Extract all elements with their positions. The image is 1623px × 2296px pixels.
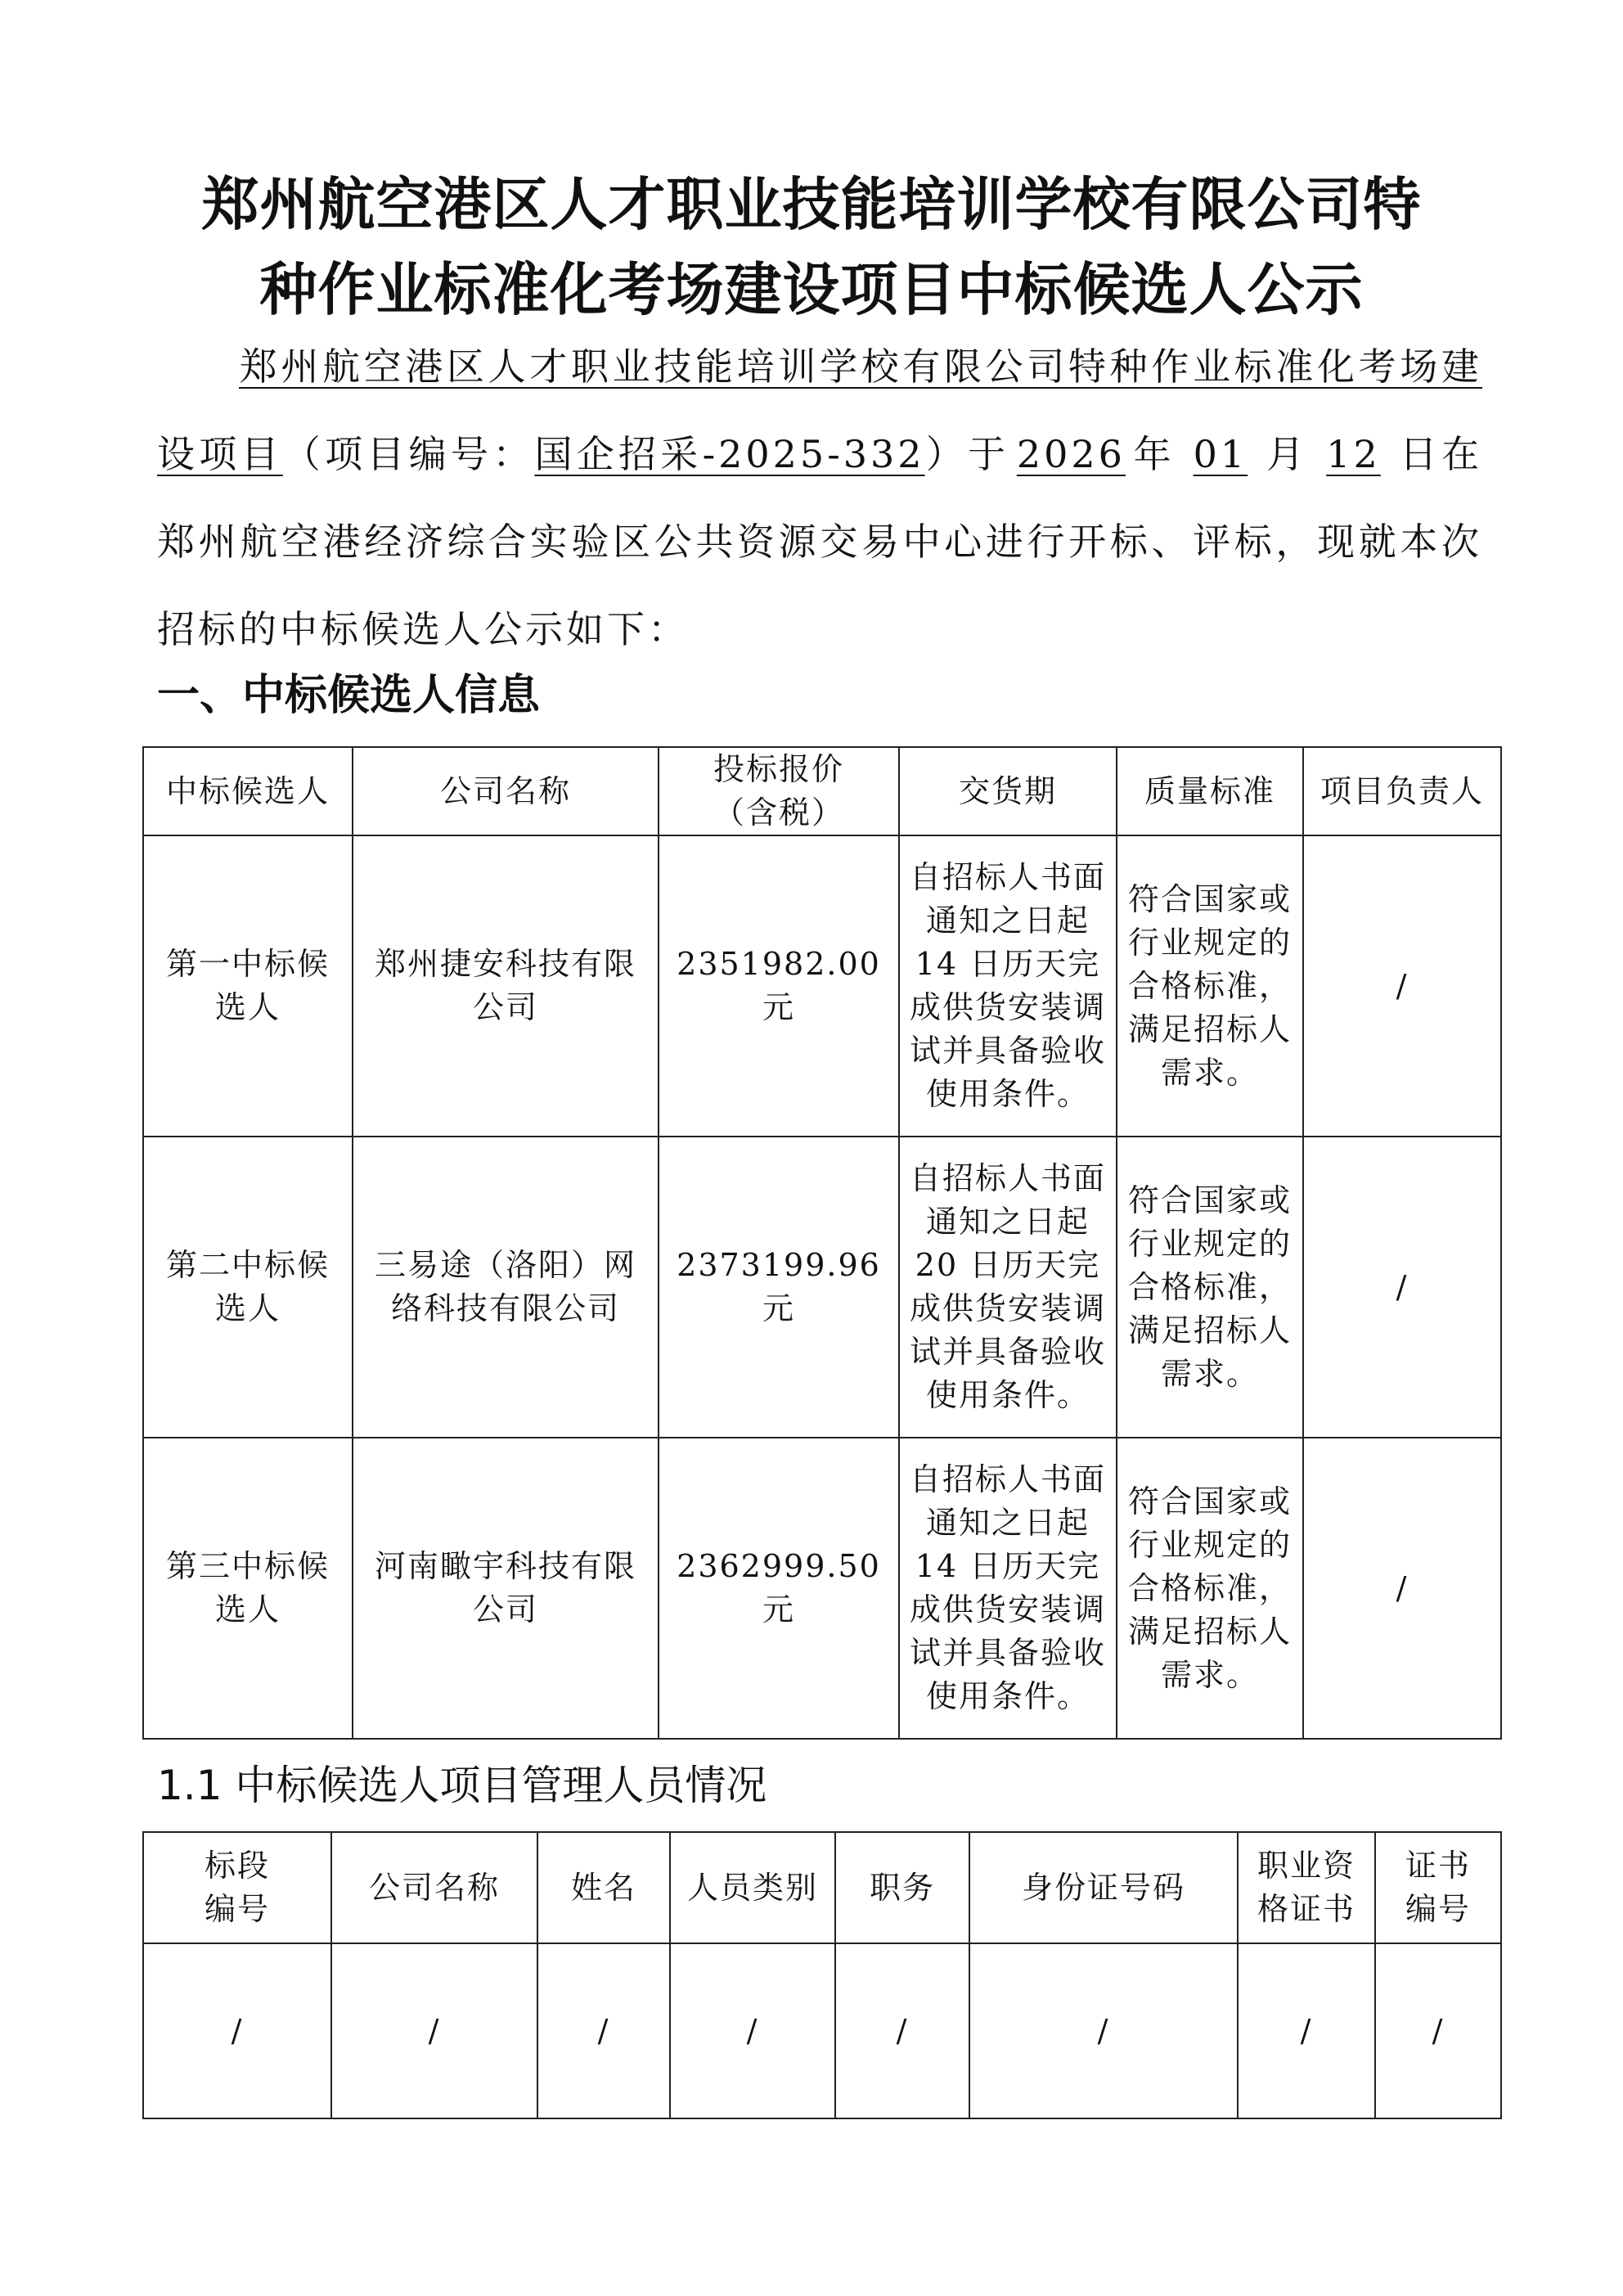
header-cert-no: 证书编号 <box>1375 1832 1501 1943</box>
candidate-price: 2362999.50 元 <box>659 1438 899 1739</box>
cell-position: / <box>835 1943 969 2118</box>
table-row <box>143 835 1501 1137</box>
year-unit: 年 <box>1132 432 1176 476</box>
candidate-rank: 第二中标候选人 <box>143 1137 353 1438</box>
cell-staff-type: / <box>670 1943 835 2118</box>
table-header-row <box>143 747 1501 835</box>
header-staff-type: 人员类别 <box>670 1832 835 1943</box>
candidate-manager: / <box>1303 1438 1501 1739</box>
day-unit: 日 <box>1398 432 1442 476</box>
cell-cert-no: / <box>1375 1943 1501 2118</box>
candidate-delivery: 自招标人书面通知之日起 14 日历天完成供货安装调试并具备验收使用条件。 <box>899 835 1117 1137</box>
candidate-rank: 第一中标候选人 <box>143 835 353 1137</box>
header-company: 公司名称 <box>331 1832 537 1943</box>
candidate-rank: 第三中标候选人 <box>143 1438 353 1739</box>
candidate-quality: 符合国家或行业规定的合格标准，满足招标人需求。 <box>1117 1438 1303 1739</box>
candidate-delivery: 自招标人书面通知之日起 20 日历天完成供货安装调试并具备验收使用条件。 <box>899 1137 1117 1438</box>
cell-name: / <box>537 1943 670 2118</box>
header-quality: 质量标准 <box>1117 747 1303 835</box>
table-row <box>143 1943 1501 2118</box>
header-company: 公司名称 <box>353 747 659 835</box>
section-heading-personnel: 1.1 中标候选人项目管理人员情况 <box>157 1762 767 1809</box>
year-value: 2026 <box>1016 432 1126 476</box>
title-line-1: 郑州航空港区人才职业技能培训学校有限公司特 <box>201 171 1422 238</box>
intro-paragraph <box>157 323 1482 673</box>
candidate-company: 河南瞰宇科技有限公司 <box>353 1438 659 1739</box>
header-name: 姓名 <box>537 1832 670 1943</box>
candidate-company: 三易途（洛阳）网络科技有限公司 <box>353 1137 659 1438</box>
table-row <box>143 1137 1501 1438</box>
header-lot-no: 标段编号 <box>143 1832 331 1943</box>
day-value: 12 <box>1326 432 1381 476</box>
month-value: 01 <box>1193 432 1248 476</box>
cell-id-number: / <box>969 1943 1238 2118</box>
intro-rest: 在郑州航空港经济综合实验区公共资源交易中心进行开标、评标，现就本次招标的中标候选人公示如下： <box>157 432 1483 651</box>
page-title <box>147 162 1476 332</box>
candidate-company: 郑州捷安科技有限公司 <box>353 835 659 1137</box>
candidate-manager: / <box>1303 835 1501 1137</box>
candidate-price: 2351982.00 元 <box>659 835 899 1137</box>
header-position: 职务 <box>835 1832 969 1943</box>
header-manager: 项目负责人 <box>1303 747 1501 835</box>
table-row <box>143 1438 1501 1739</box>
section-heading-candidates: 一、中标候选人信息 <box>157 671 541 720</box>
candidate-price: 2373199.96 元 <box>659 1137 899 1438</box>
candidates-table <box>142 746 1502 1740</box>
cell-company: / <box>331 1943 537 2118</box>
personnel-table <box>142 1831 1502 2119</box>
project-no-close: ）于 <box>924 432 1010 476</box>
candidate-quality: 符合国家或行业规定的合格标准，满足招标人需求。 <box>1117 835 1303 1137</box>
header-qualification: 职业资格证书 <box>1238 1832 1375 1943</box>
project-no-label: （项目编号： <box>282 432 535 476</box>
header-delivery: 交货期 <box>899 747 1117 835</box>
table-header-row <box>143 1832 1501 1943</box>
header-id-number: 身份证号码 <box>969 1832 1238 1943</box>
month-unit: 月 <box>1265 432 1309 476</box>
candidate-delivery: 自招标人书面通知之日起 14 日历天完成供货安装调试并具备验收使用条件。 <box>899 1438 1117 1739</box>
project-no: 国企招采-2025-332 <box>534 432 925 476</box>
title-line-2: 种作业标准化考场建设项目中标候选人公示 <box>259 256 1364 323</box>
header-rank: 中标候选人 <box>143 747 353 835</box>
cell-qualification: / <box>1238 1943 1375 2118</box>
candidate-manager: / <box>1303 1137 1501 1438</box>
candidate-quality: 符合国家或行业规定的合格标准，满足招标人需求。 <box>1117 1137 1303 1438</box>
cell-lot-no: / <box>143 1943 331 2118</box>
header-price: 投标报价 （含税） <box>659 747 899 835</box>
project-name: 郑州航空港区人才职业技能培训学校有限公司特种作业标准化考场建设项目 <box>157 344 1482 476</box>
